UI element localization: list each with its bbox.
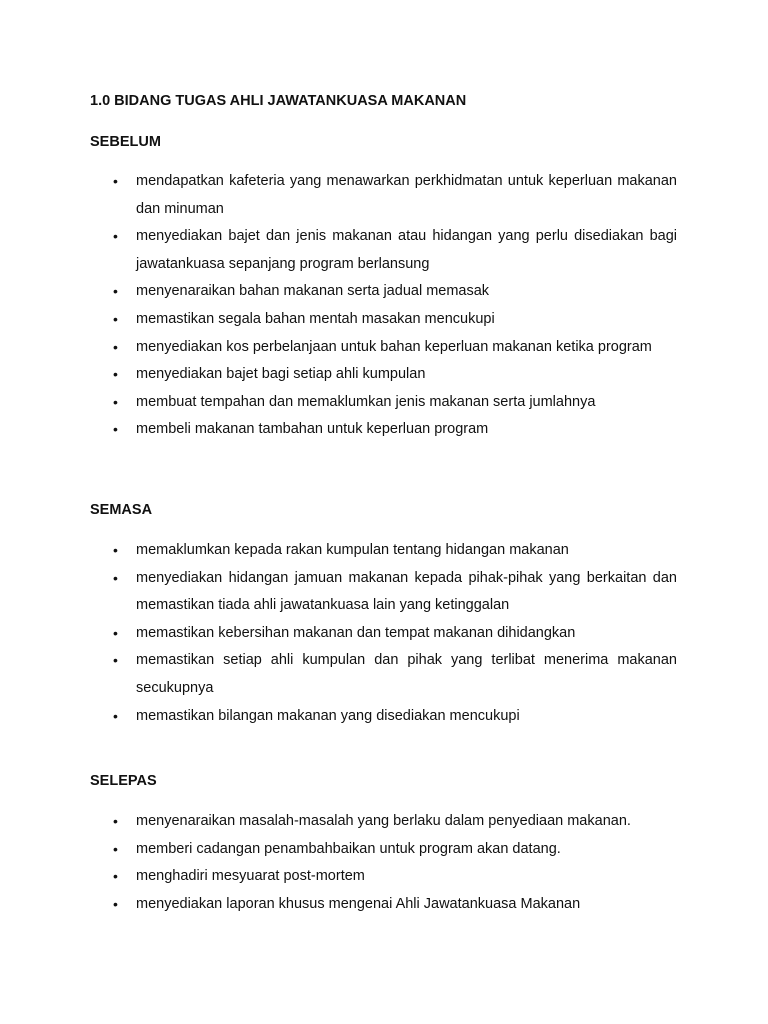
section-heading-semasa: SEMASA xyxy=(90,502,153,518)
bullet-icon: • xyxy=(113,569,118,586)
bullet-icon: • xyxy=(113,652,118,669)
semasa-list xyxy=(0,537,677,730)
bullet-icon: • xyxy=(113,895,118,912)
list-item xyxy=(0,334,677,362)
list-item xyxy=(0,647,677,702)
bullet-icon: • xyxy=(113,421,118,438)
bullet-icon: • xyxy=(113,173,118,189)
list-item-text: membeli makanan tambahan untuk keperluan program xyxy=(136,421,489,438)
list-item-text: menyediakan kos perbelanjaan untuk bahan keperluan makanan ketika program xyxy=(136,338,652,355)
list-item-text: menyenaraikan bahan makanan serta jadual memasak xyxy=(136,283,490,300)
list-item-text: memastikan setiap ahli kumpulan dan pihak yang terlibat menerima makanan secukupnya xyxy=(136,652,677,696)
list-item xyxy=(0,168,677,223)
list-item-text: memberi cadangan penambahbaikan untuk program akan datang. xyxy=(136,840,561,857)
list-item xyxy=(0,223,677,278)
list-item xyxy=(0,620,677,648)
list-item xyxy=(0,891,677,919)
bullet-icon: • xyxy=(113,813,118,829)
bullet-icon: • xyxy=(113,366,118,383)
list-item-text: menghadiri mesyuarat post-mortem xyxy=(136,868,365,885)
bullet-icon: • xyxy=(113,338,118,355)
section-heading-sebelum: SEBELUM xyxy=(90,134,161,150)
list-item xyxy=(0,361,677,389)
list-item xyxy=(0,389,677,417)
list-item xyxy=(0,306,677,334)
bullet-icon: • xyxy=(113,542,118,558)
list-item-text: memastikan kebersihan makanan dan tempat makanan dihidangkan xyxy=(136,624,576,641)
bullet-icon: • xyxy=(113,310,118,327)
bullet-icon: • xyxy=(113,868,118,885)
list-item xyxy=(0,703,677,731)
list-item xyxy=(0,537,677,565)
list-item xyxy=(0,278,677,306)
selepas-list xyxy=(0,808,677,918)
list-item xyxy=(0,836,677,864)
list-item xyxy=(0,863,677,891)
bullet-icon: • xyxy=(113,228,118,245)
list-item-text: menyediakan hidangan jamuan makanan kepada pihak-pihak yang berkaitan dan memastikan tiada ahli jawatankuasa lain yang ketinggalan xyxy=(136,569,677,614)
bullet-icon: • xyxy=(113,840,118,857)
document-title: 1.0 BIDANG TUGAS AHLI JAWATANKUASA MAKANAN xyxy=(90,93,467,109)
bullet-icon: • xyxy=(113,393,118,410)
list-item-text: memastikan segala bahan mentah masakan mencukupi xyxy=(136,310,495,327)
bullet-icon: • xyxy=(113,707,118,724)
section-heading-selepas: SELEPAS xyxy=(90,773,157,789)
list-item xyxy=(0,565,677,620)
list-item-text: memaklumkan kepada rakan kumpulan tentang hidangan makanan xyxy=(136,542,569,558)
list-item-text: memastikan bilangan makanan yang disediakan mencukupi xyxy=(136,707,520,724)
list-item-text: membuat tempahan dan memaklumkan jenis makanan serta jumlahnya xyxy=(136,393,596,410)
list-item-text: menyenaraikan masalah-masalah yang berlaku dalam penyediaan makanan. xyxy=(136,813,631,829)
list-item xyxy=(0,808,677,836)
list-item-text: menyediakan bajet bagi setiap ahli kumpulan xyxy=(136,366,426,383)
list-item xyxy=(0,416,677,444)
list-item-text: mendapatkan kafeteria yang menawarkan perkhidmatan untuk keperluan makanan dan minuman xyxy=(136,173,677,217)
list-item-text: menyediakan laporan khusus mengenai Ahli Jawatankuasa Makanan xyxy=(136,895,581,912)
bullet-icon: • xyxy=(113,624,118,641)
list-item-text: menyediakan bajet dan jenis makanan atau hidangan yang perlu disediakan bagi jawatankuasa sepanjang program berlansung xyxy=(136,228,677,272)
bullet-icon: • xyxy=(113,283,118,300)
sebelum-list xyxy=(0,168,677,444)
